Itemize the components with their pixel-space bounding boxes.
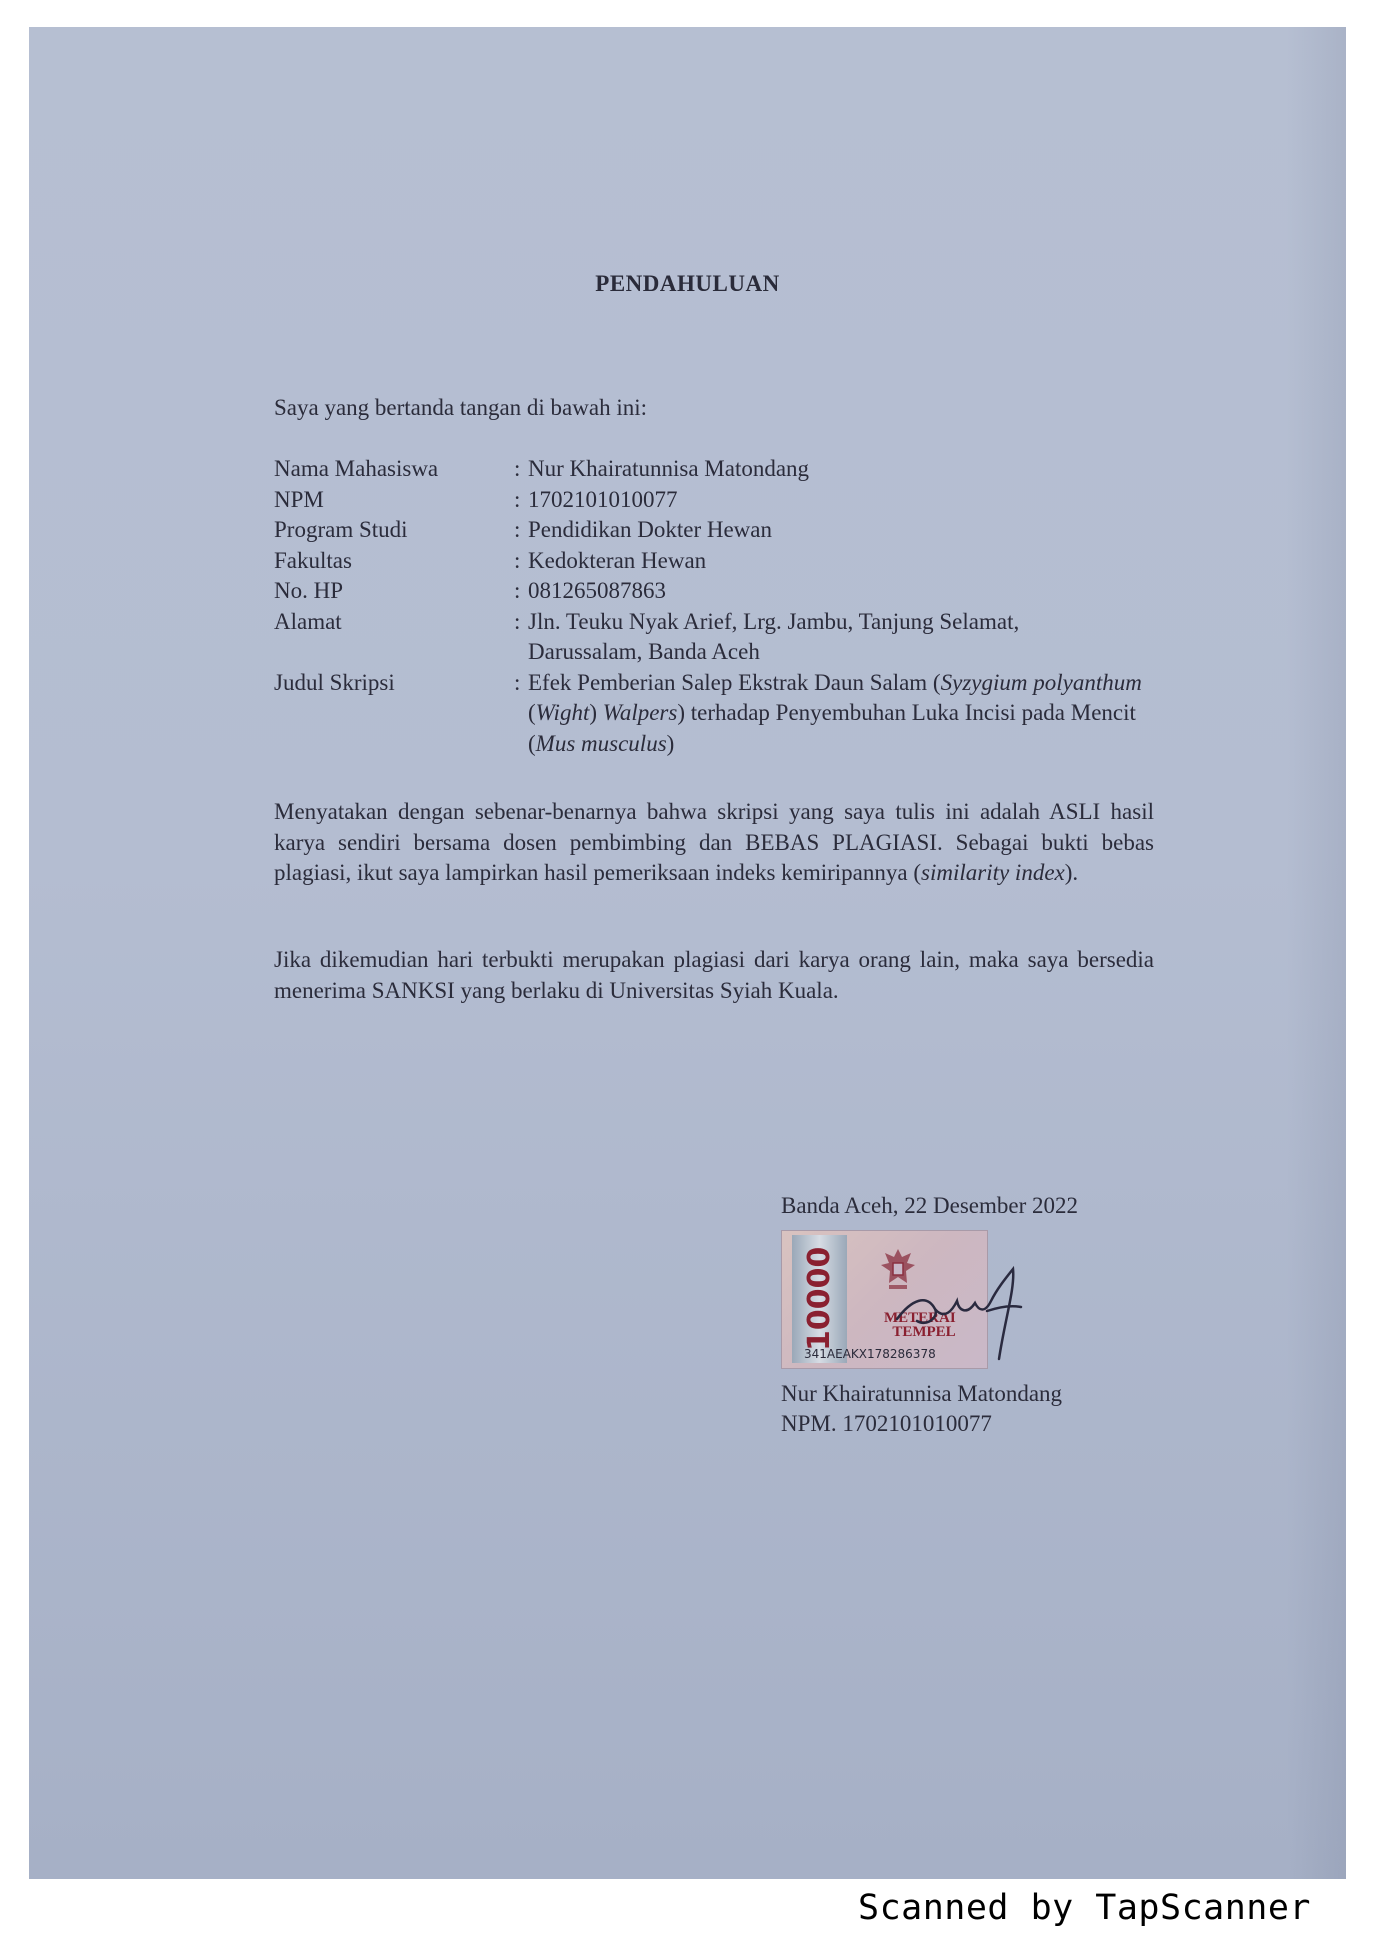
- signatory-name: Nur Khairatunnisa Matondang: [781, 1381, 1063, 1406]
- thesis-title-part: Efek Pemberian Salep Ekstrak Daun Salam (: [528, 669, 941, 695]
- declaration-end: ).: [1064, 860, 1079, 885]
- field-row-nama: [274, 454, 1154, 485]
- student-info-fields: [274, 454, 1154, 759]
- species-name: Syzygium polyanthum: [940, 669, 1142, 695]
- field-value: Kedokteran Hewan: [528, 547, 707, 573]
- address-line-2: Darussalam, Banda Aceh: [528, 639, 760, 664]
- field-colon: :: [514, 486, 521, 512]
- thesis-title: [528, 668, 1154, 760]
- page-shadow: [1286, 27, 1346, 1879]
- field-colon: :: [514, 608, 521, 634]
- scanner-watermark: Scanned by TapScanner: [858, 1888, 1312, 1928]
- thesis-title-part: ): [589, 700, 603, 725]
- field-value: 081265087863: [528, 578, 666, 603]
- field-row-judul-skripsi: [274, 668, 1154, 760]
- author-name: Walpers: [602, 700, 678, 725]
- handwritten-signature: [887, 1249, 1087, 1379]
- intro-sentence: Saya yang bertanda tangan di bawah ini:: [274, 395, 647, 420]
- field-row-no-hp: [274, 576, 1154, 607]
- signatory-npm: NPM. 1702101010077: [781, 1411, 992, 1436]
- species-name: Mus musculus: [535, 730, 667, 756]
- field-colon: :: [514, 456, 521, 481]
- author-name: Wight: [535, 700, 590, 725]
- declaration-paragraph: [274, 797, 1154, 889]
- field-label: No. HP: [274, 578, 344, 603]
- stamp-label-line-2: TEMPEL: [892, 1324, 956, 1340]
- stamp-value: 10000: [802, 1246, 837, 1352]
- declaration-text: Menyatakan dengan sebenar-benarnya bahwa skripsi yang saya tulis ini adalah ASLI hasil karya sendiri bersama dosen pembimbing dan BEBAS PLAGIASI. Sebagai bukti bebas plagiasi, ikut saya lampirkan hasil pemeriksaan indeks kemiripannya (: [274, 799, 1154, 885]
- place-date: Banda Aceh, 22 Desember 2022: [781, 1193, 1079, 1218]
- field-value: [528, 607, 1154, 668]
- field-label: Alamat: [274, 608, 342, 634]
- sanction-paragraph: Jika dikemudian hari terbukti merupakan plagiasi dari karya orang lain, maka saya bersedia menerima SANKSI yang berlaku di Universitas Syiah Kuala.: [274, 947, 1154, 1003]
- stamp-serial: 341AEAKX178286378: [804, 1347, 936, 1361]
- field-label: Fakultas: [274, 547, 352, 573]
- stamp-label-line-1: METERAI: [884, 1310, 956, 1326]
- signatory-block: [781, 1379, 1062, 1439]
- thesis-title-part: ): [666, 730, 675, 756]
- field-label: Program Studi: [274, 517, 408, 542]
- field-label: Nama Mahasiswa: [274, 456, 439, 481]
- field-value: Pendidikan Dokter Hewan: [528, 517, 772, 542]
- field-colon: :: [514, 669, 521, 695]
- field-colon: :: [514, 578, 521, 603]
- thesis-title-part: ) terhadap Penyembuhan Luka Incisi pada Mencit (: [528, 700, 1136, 756]
- field-row-alamat: [274, 607, 1154, 668]
- field-row-program-studi: [274, 515, 1154, 546]
- field-value: Nur Khairatunnisa Matondang: [528, 456, 810, 481]
- similarity-index-term: similarity index: [921, 860, 1065, 885]
- field-label: Judul Skripsi: [274, 669, 395, 695]
- field-value: 1702101010077: [528, 486, 678, 512]
- signature-place-date: [781, 1191, 1201, 1221]
- document-title: PENDAHULUAN: [595, 271, 780, 296]
- field-label: NPM: [274, 486, 324, 512]
- thesis-title-part: (: [528, 700, 536, 725]
- field-row-npm: [274, 485, 1154, 516]
- field-colon: :: [514, 517, 521, 542]
- scanned-page: [29, 27, 1346, 1879]
- field-colon: :: [514, 547, 521, 573]
- address-line-1: Jln. Teuku Nyak Arief, Lrg. Jambu, Tanjung Selamat,: [528, 608, 1020, 634]
- field-row-fakultas: [274, 546, 1154, 577]
